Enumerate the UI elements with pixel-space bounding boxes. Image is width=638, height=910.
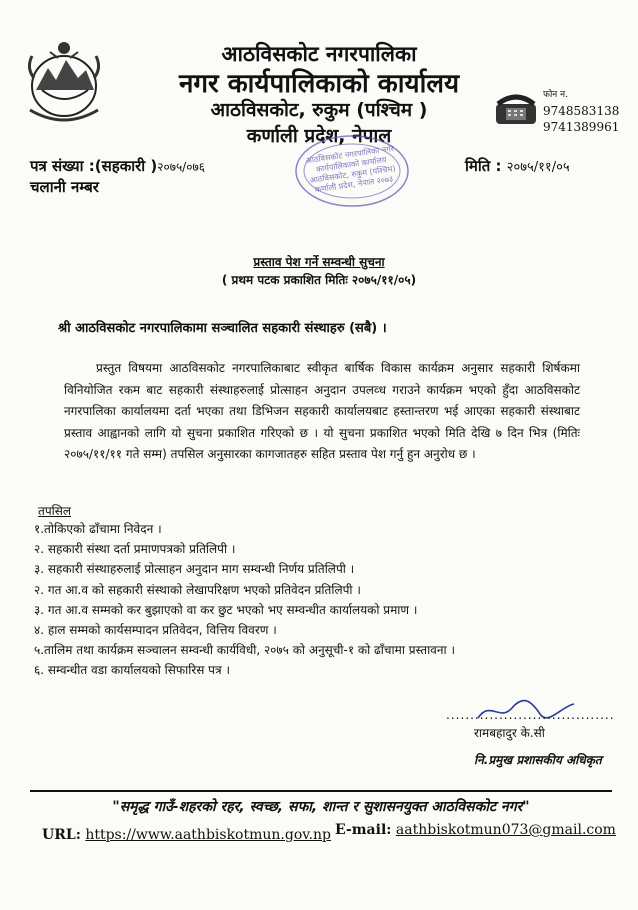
website-link[interactable]: https://www.aathbiskotmun.gov.np bbox=[85, 827, 331, 843]
signatory-name: रामबहादुर के.सी bbox=[474, 726, 545, 740]
footer-email bbox=[335, 822, 616, 838]
letter-date bbox=[465, 156, 570, 176]
list-item: ६. सम्वन्धीत वडा कार्यालयको सिफारिस पत्र । bbox=[34, 663, 230, 678]
subject-subtitle: ( प्रथम पटक प्रकाशित मितिः २०७५/११/०५) bbox=[221, 273, 417, 287]
date-value: २०७५/११/०५ bbox=[506, 160, 570, 175]
url-label: URL: bbox=[42, 827, 81, 843]
municipality-name: आठविसकोट नगरपालिका bbox=[221, 42, 417, 66]
phone-block bbox=[543, 87, 619, 135]
list-item: २. सहकारी संस्था दर्ता प्रमाणपत्रको प्रतिलिपी । bbox=[34, 542, 236, 557]
list-item: ३. सहकारी संस्थाहरुलाई प्रोत्साहन अनुदान माग सम्वन्धी निर्णय प्रतिलिपी । bbox=[34, 562, 355, 577]
list-item: ४. हाल सम्मको कार्यसम्पादन प्रतिवेदन, वित्तिय विवरण । bbox=[34, 623, 277, 638]
patra-label: पत्र संख्या :(सहकारी ) bbox=[30, 157, 158, 175]
stamp-text: आठविसकोट नगरपालिका नगर कार्यपालिकाको कार्यालय आठविसकोट, रुकुम (पश्चिम) कर्णाली प्रदेश, नेपाल २०७३ bbox=[305, 144, 397, 195]
phone-number-2: 9741389961 bbox=[543, 120, 620, 134]
email-label: E-mail: bbox=[335, 822, 392, 838]
tapsil-list bbox=[34, 519, 455, 681]
patra-value: २०७५/०७६ bbox=[157, 160, 205, 174]
office-address: आठविसकोट, रुकुम (पश्चिम ) bbox=[210, 99, 428, 121]
footer-slogan: "समृद्ध गाउँ-शहरको रहर, स्वच्छ, सफा, शान्त र सुशासनयुक्त आठविसकोट नगर" bbox=[112, 799, 530, 815]
body-paragraph: प्रस्तुत विषयमा आठविसकोट नगरपालिकाबाट स्वीकृत बार्षिक विकास कार्यक्रम अनुसार सहकारी शिर्षकमा विनियोजित रकम बाट सहकारी संस्थाहरुलाई प्रोत्साहन अनुदान उपलव्ध गराउने कार्यक्रम भएको हुँदा आठविसकोट नगरपालिका कार्यालयमा दर्ता भएका तथा डिभिजन सहकारी कार्यालयबाट हस्तान्तरण भई आएका सहकारी संस्थाबाट प्रस्ताव आह्वानको लागि यो सुचना प्रकाशित गरिएको छ । यो सुचना प्रकाशित भएको मिति देखि ७ दिन भित्र (मितिः २०७५/११/११ गते सम्म) तपसिल अनुसारका कागजातहरु सहित प्रस्ताव पेश गर्नु हुन अनुरोध छ । bbox=[64, 361, 580, 461]
subject-title: प्रस्ताव पेश गर्ने सम्वन्धी सुचना bbox=[253, 255, 385, 269]
phone-label: फोन न. bbox=[543, 90, 568, 100]
province-country: कर्णाली प्रदेश, नेपाल bbox=[246, 125, 392, 147]
letter-reference bbox=[30, 156, 205, 176]
list-item: १.तोकिएको ढाँचामा निवेदन । bbox=[34, 522, 162, 536]
footer-divider bbox=[30, 790, 612, 792]
tapsil-heading: तपसिल bbox=[38, 504, 72, 518]
telephone-icon bbox=[494, 94, 538, 126]
list-item: ५.तालिम तथा कार्यक्रम सञ्चालन सम्वन्धी कार्यविधी, २०७५ को अनुसूची-१ को ढाँचामा प्रस्तावना । bbox=[34, 643, 455, 658]
signature-line: ................................... bbox=[446, 708, 615, 722]
footer-url bbox=[42, 827, 331, 843]
list-item: ३. गत आ.व सम्मको कर बुझाएको वा कर छुट भएको भए सम्वन्धीत कार्यालयको प्रमाण । bbox=[34, 602, 418, 617]
list-item: २. गत आ.व को सहकारी संस्थाको लेखापरिक्षण भएको प्रतिवेदन प्रतिलिपी । bbox=[34, 582, 361, 597]
email-link[interactable]: aathbiskotmun073@gmail.com bbox=[395, 822, 616, 838]
office-name: नगर कार्यपालिकाको कार्यालय bbox=[178, 69, 460, 99]
chalani-label: चलानी नम्बर bbox=[30, 178, 99, 196]
addressee: श्री आठविसकोट नगरपालिकामा सञ्चालित सहकारी संस्थाहरु (सबै) । bbox=[58, 321, 387, 336]
date-label: मिति : bbox=[465, 157, 502, 175]
phone-number-1: 9748583138 bbox=[543, 104, 620, 118]
signatory-title: नि.प्रमुख प्रशासकीय अधिकृत bbox=[474, 753, 602, 767]
